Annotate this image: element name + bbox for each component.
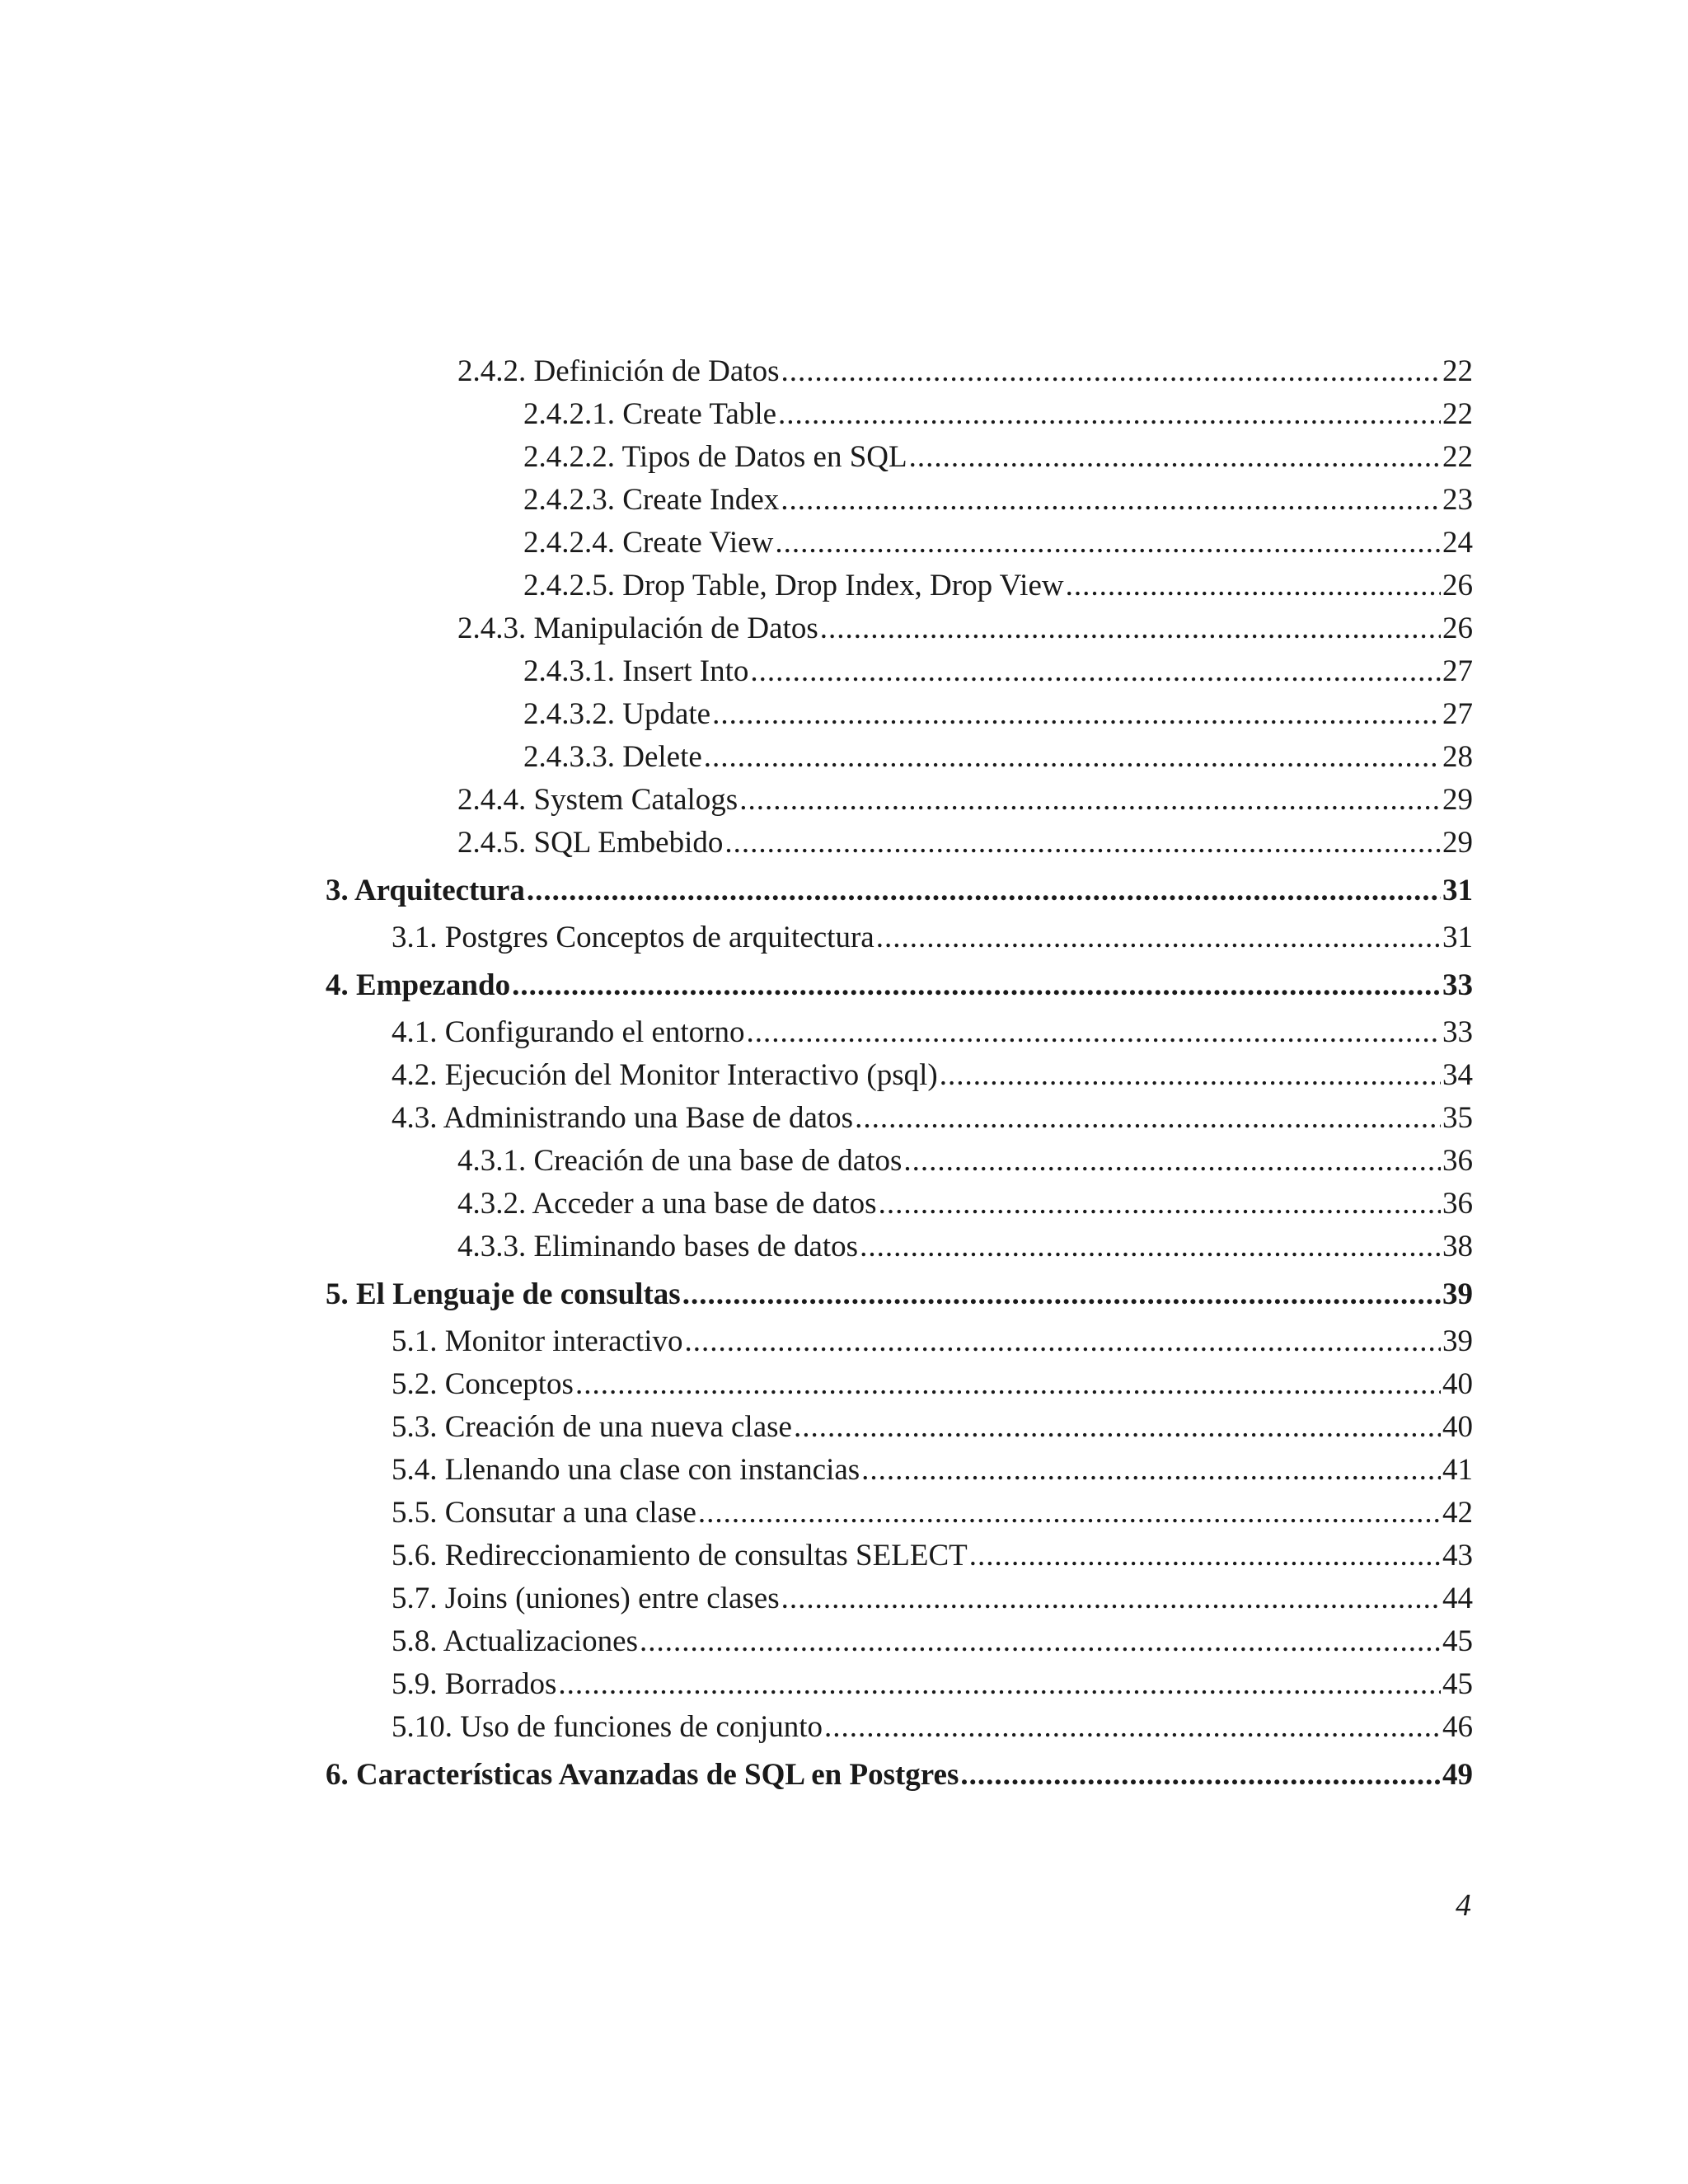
toc-dot-leader	[704, 736, 1441, 779]
toc-dot-leader	[781, 479, 1441, 522]
toc-entry-label: 2.4.2.2. Tipos de Datos en SQL	[523, 440, 907, 474]
toc-entry-label: 5.3. Creación de una nueva clase	[392, 1410, 792, 1444]
toc-dot-leader	[724, 822, 1441, 865]
toc-entry	[326, 1363, 1473, 1406]
toc-entry-page: 45	[1442, 1667, 1473, 1701]
toc-entry-label: 4.3. Administrando una Base de datos	[392, 1101, 854, 1135]
toc-entry-label: 4.3.3. Eliminando bases de datos	[457, 1230, 859, 1263]
toc-dot-leader	[512, 963, 1441, 1008]
toc-entry-page: 24	[1442, 526, 1473, 560]
toc-dot-leader	[876, 916, 1441, 959]
toc-entry-label: 2.4.3.3. Delete	[523, 740, 702, 774]
toc-entry-page: 26	[1442, 612, 1473, 645]
toc-entry-label: 2.4.4. System Catalogs	[457, 783, 738, 817]
table-of-contents	[326, 350, 1473, 1801]
toc-entry	[326, 1535, 1473, 1577]
toc-entry-label: 2.4.2. Definición de Datos	[457, 354, 780, 388]
toc-entry-label: 2.4.2.5. Drop Table, Drop Index, Drop View	[523, 569, 1064, 602]
page-number: 4	[1456, 1888, 1471, 1923]
toc-entry	[326, 650, 1473, 693]
toc-dot-leader	[969, 1535, 1441, 1577]
toc-entry-label: 6. Características Avanzadas de SQL en Postgres	[326, 1758, 959, 1792]
toc-entry-label: 2.4.2.1. Create Table	[523, 397, 777, 431]
toc-entry-page: 27	[1442, 697, 1473, 731]
toc-entry	[326, 1492, 1473, 1535]
toc-dot-leader	[879, 1183, 1441, 1226]
toc-entry	[326, 1449, 1473, 1492]
toc-dot-leader	[794, 1406, 1441, 1449]
toc-entry-label: 2.4.2.3. Create Index	[523, 483, 780, 517]
toc-entry-page: 45	[1442, 1624, 1473, 1658]
toc-entry-page: 22	[1442, 354, 1473, 388]
toc-entry-page: 35	[1442, 1101, 1473, 1135]
toc-entry	[326, 779, 1473, 822]
toc-entry-label: 4. Empezando	[326, 968, 511, 1002]
toc-entry	[326, 479, 1473, 522]
toc-chapter-entry	[326, 1272, 1473, 1317]
toc-entry-page: 23	[1442, 483, 1473, 517]
toc-dot-leader	[781, 350, 1441, 393]
toc-entry	[326, 1706, 1473, 1749]
toc-entry-label: 2.4.5. SQL Embebido	[457, 826, 724, 860]
toc-dot-leader	[750, 650, 1441, 693]
toc-dot-leader	[775, 522, 1441, 565]
toc-entry	[326, 1406, 1473, 1449]
toc-entry	[326, 736, 1473, 779]
toc-dot-leader	[909, 436, 1441, 479]
toc-entry-label: 5.2. Conceptos	[392, 1367, 574, 1401]
toc-entry	[326, 1226, 1473, 1268]
toc-entry-page: 29	[1442, 783, 1473, 817]
toc-entry-page: 31	[1442, 874, 1473, 907]
toc-entry	[326, 1140, 1473, 1183]
toc-entry-page: 39	[1442, 1324, 1473, 1358]
toc-entry	[326, 1054, 1473, 1097]
toc-chapter-entry	[326, 963, 1473, 1008]
toc-entry-page: 38	[1442, 1230, 1473, 1263]
toc-dot-leader	[1066, 565, 1441, 607]
toc-dot-leader	[824, 1706, 1441, 1749]
toc-entry-page: 33	[1442, 1015, 1473, 1049]
toc-entry-label: 4.1. Configurando el entorno	[392, 1015, 745, 1049]
toc-entry-label: 5.8. Actualizaciones	[392, 1624, 638, 1658]
toc-entry-page: 46	[1442, 1710, 1473, 1744]
toc-entry-page: 33	[1442, 968, 1473, 1002]
toc-entry-label: 4.3.2. Acceder a una base de datos	[457, 1187, 877, 1221]
toc-entry-label: 5.4. Llenando una clase con instancias	[392, 1453, 860, 1487]
toc-entry-page: 40	[1442, 1367, 1473, 1401]
toc-entry-label: 5.10. Uso de funciones de conjunto	[392, 1710, 823, 1744]
toc-entry-page: 34	[1442, 1058, 1473, 1092]
toc-dot-leader	[781, 1577, 1441, 1620]
toc-entry	[326, 916, 1473, 959]
toc-entry-label: 4.2. Ejecución del Monitor Interactivo (psql)	[392, 1058, 938, 1092]
toc-entry-page: 41	[1442, 1453, 1473, 1487]
toc-entry	[326, 436, 1473, 479]
toc-entry-label: 3. Arquitectura	[326, 874, 525, 907]
toc-dot-leader	[682, 1272, 1441, 1317]
toc-dot-leader	[527, 868, 1441, 913]
toc-entry-page: 26	[1442, 569, 1473, 602]
toc-entry	[326, 1011, 1473, 1054]
toc-dot-leader	[712, 693, 1441, 736]
toc-entry	[326, 393, 1473, 436]
toc-entry-label: 5.7. Joins (uniones) entre clases	[392, 1582, 780, 1615]
toc-dot-leader	[685, 1320, 1442, 1363]
toc-entry-page: 42	[1442, 1496, 1473, 1530]
toc-entry-label: 5.1. Monitor interactivo	[392, 1324, 683, 1358]
toc-entry	[326, 607, 1473, 650]
toc-entry	[326, 1663, 1473, 1706]
toc-dot-leader	[860, 1226, 1441, 1268]
toc-entry	[326, 1620, 1473, 1663]
toc-entry-label: 4.3.1. Creación de una base de datos	[457, 1144, 903, 1178]
toc-entry-page: 49	[1442, 1758, 1473, 1792]
toc-entry-label: 3.1. Postgres Conceptos de arquitectura	[392, 921, 874, 954]
toc-entry-label: 5.9. Borrados	[392, 1667, 557, 1701]
toc-entry-page: 39	[1442, 1277, 1473, 1311]
toc-entry-page: 22	[1442, 440, 1473, 474]
toc-entry	[326, 693, 1473, 736]
toc-entry-page: 27	[1442, 654, 1473, 688]
toc-entry-label: 2.4.3. Manipulación de Datos	[457, 612, 818, 645]
toc-dot-leader	[698, 1492, 1441, 1535]
toc-dot-leader	[739, 779, 1441, 822]
toc-entry	[326, 1097, 1473, 1140]
toc-chapter-entry	[326, 1752, 1473, 1797]
toc-entry	[326, 1577, 1473, 1620]
toc-entry	[326, 1320, 1473, 1363]
toc-entry-label: 5.6. Redireccionamiento de consultas SELECT	[392, 1539, 968, 1572]
toc-entry-page: 31	[1442, 921, 1473, 954]
toc-entry-page: 29	[1442, 826, 1473, 860]
toc-dot-leader	[861, 1449, 1441, 1492]
toc-entry-page: 40	[1442, 1410, 1473, 1444]
toc-dot-leader	[855, 1097, 1441, 1140]
toc-dot-leader	[960, 1752, 1441, 1797]
toc-entry-page: 22	[1442, 397, 1473, 431]
toc-dot-leader	[778, 393, 1441, 436]
toc-entry-page: 28	[1442, 740, 1473, 774]
toc-dot-leader	[558, 1663, 1441, 1706]
toc-entry-label: 2.4.3.1. Insert Into	[523, 654, 749, 688]
toc-entry-page: 36	[1442, 1144, 1473, 1178]
toc-entry-label: 2.4.2.4. Create View	[523, 526, 774, 560]
toc-dot-leader	[640, 1620, 1441, 1663]
toc-entry	[326, 522, 1473, 565]
toc-dot-leader	[903, 1140, 1441, 1183]
toc-dot-leader	[575, 1363, 1441, 1406]
toc-entry	[326, 822, 1473, 865]
toc-entry-label: 5. El Lenguaje de consultas	[326, 1277, 681, 1311]
toc-dot-leader	[747, 1011, 1442, 1054]
toc-dot-leader	[940, 1054, 1441, 1097]
toc-chapter-entry	[326, 868, 1473, 913]
toc-entry-label: 5.5. Consutar a una clase	[392, 1496, 696, 1530]
toc-entry-label: 2.4.3.2. Update	[523, 697, 711, 731]
toc-entry	[326, 1183, 1473, 1226]
toc-entry	[326, 565, 1473, 607]
toc-entry-page: 44	[1442, 1582, 1473, 1615]
toc-entry-page: 36	[1442, 1187, 1473, 1221]
toc-entry	[326, 350, 1473, 393]
toc-entry-page: 43	[1442, 1539, 1473, 1572]
toc-dot-leader	[820, 607, 1441, 650]
